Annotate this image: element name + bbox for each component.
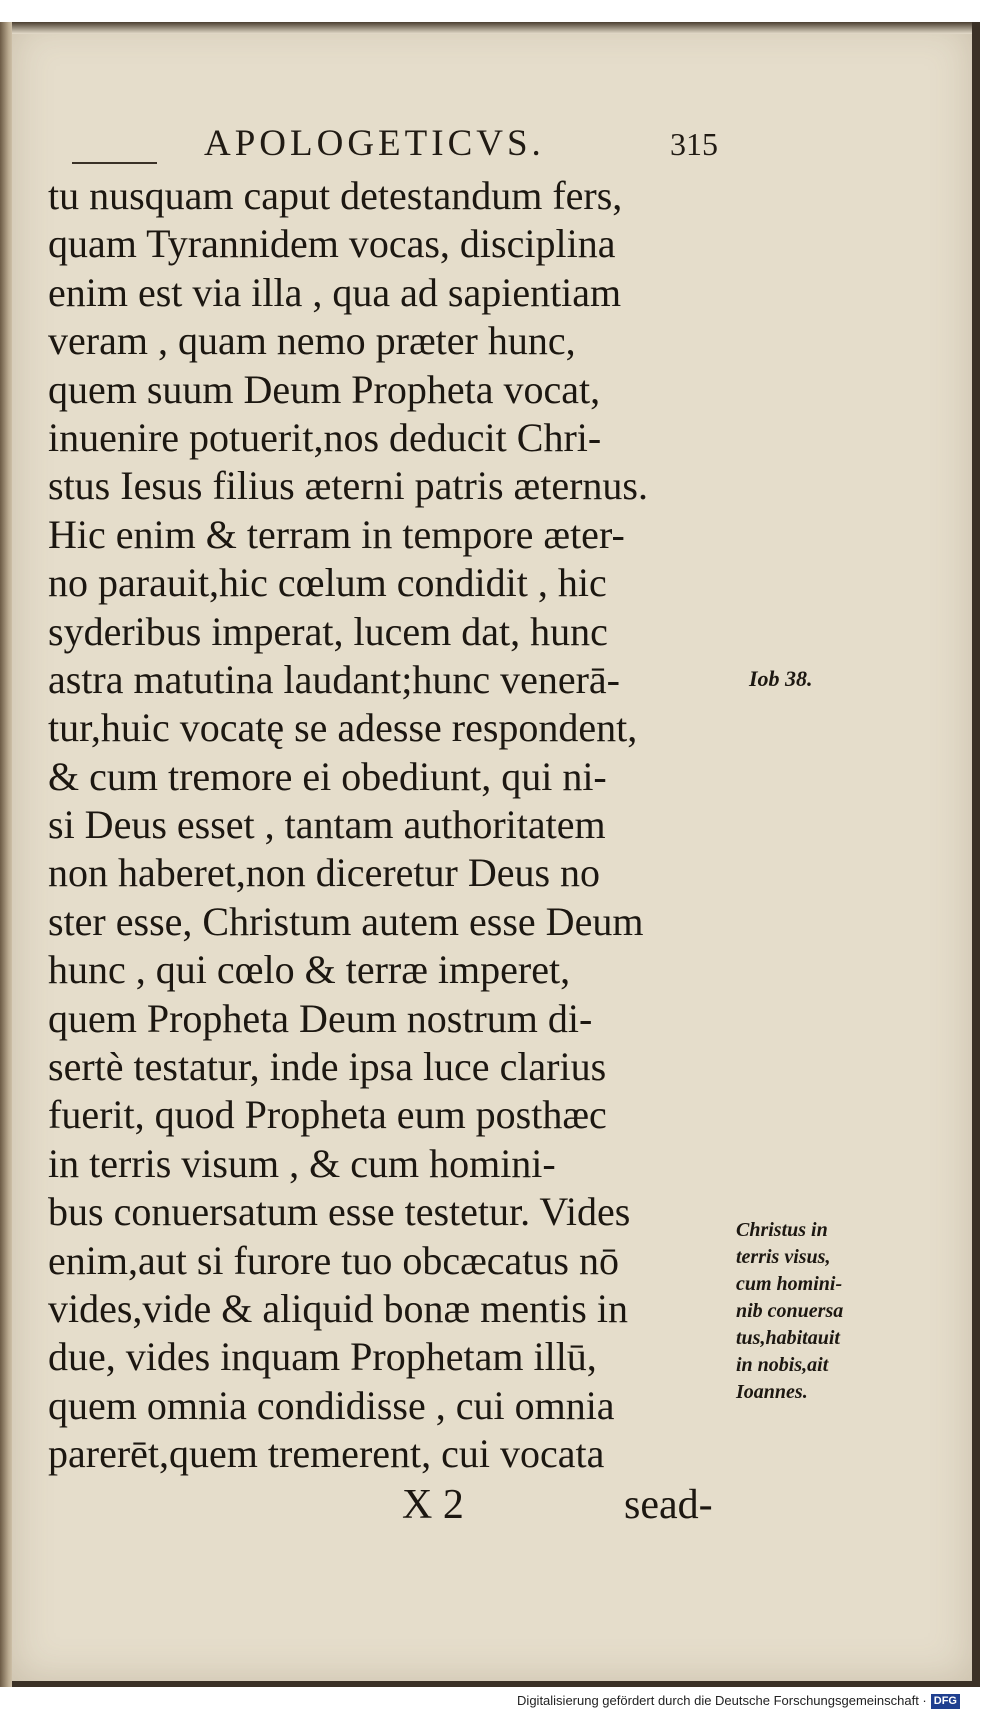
text-line: quem omnia condidisse , cui omnia bbox=[48, 1382, 615, 1428]
text-line: quem suum Deum Propheta vocat, bbox=[48, 366, 601, 412]
text-line: quam Tyrannidem vocas, disciplina bbox=[48, 221, 616, 267]
digitization-credit bbox=[517, 1693, 960, 1709]
text-line: si Deus esset , tantam authoritatem bbox=[48, 802, 606, 848]
text-line: sertè testatur, inde ipsa luce clarius bbox=[48, 1044, 607, 1090]
catchword: sead- bbox=[624, 1482, 713, 1528]
text-line: stus Iesus filius æterni patris æternus. bbox=[48, 463, 648, 509]
text-line: due, vides inquam Prophetam illū, bbox=[48, 1334, 597, 1380]
text-line: & cum tremore ei obediunt, qui ni- bbox=[48, 753, 607, 799]
marginal-note-line: tus,habitauit bbox=[736, 1327, 840, 1349]
book-page bbox=[12, 22, 980, 1687]
credit-text: Digitalisierung gefördert durch die Deutsche Forschungsgemeinschaft · bbox=[517, 1693, 927, 1708]
text-line: astra matutina laudant;hunc venerā- bbox=[48, 656, 620, 702]
page-header bbox=[12, 112, 972, 172]
text-line: veram , quam nemo præter hunc, bbox=[48, 318, 576, 364]
text-line: enim est via illa , qua ad sapientiam bbox=[48, 269, 622, 315]
header-rule bbox=[72, 162, 157, 164]
text-line: quem Propheta Deum nostrum di- bbox=[48, 995, 593, 1041]
marginal-note-christ bbox=[736, 1217, 896, 1406]
running-title: APOLOGETICVS. bbox=[204, 123, 545, 164]
body-text bbox=[48, 172, 748, 1479]
marginal-note-line: Christus in bbox=[736, 1219, 828, 1241]
page-edge bbox=[12, 22, 972, 34]
text-line: vides,vide & aliquid bonæ mentis in bbox=[48, 1285, 628, 1331]
page-footer bbox=[12, 1477, 972, 1537]
text-line: no parauit,hic cœlum condidit , hic bbox=[48, 560, 607, 606]
dfg-logo: DFG bbox=[931, 1694, 960, 1709]
marginal-note-line: in nobis,ait bbox=[736, 1354, 829, 1376]
marginal-note-line: cum homini- bbox=[736, 1273, 843, 1295]
text-line: non haberet,non diceretur Deus no bbox=[48, 850, 601, 896]
marginal-note-job: Iob 38. bbox=[749, 666, 813, 691]
text-line: tur,huic vocatę se adesse respondent, bbox=[48, 705, 638, 751]
text-line: inuenire potuerit,nos deducit Chri- bbox=[48, 414, 602, 460]
text-line: tu nusquam caput detestandum fers, bbox=[48, 173, 623, 218]
text-line: fuerit, quod Propheta eum posthæc bbox=[48, 1092, 607, 1138]
text-line: Hic enim & terram in tempore æter- bbox=[48, 511, 625, 557]
signature-mark: X 2 bbox=[402, 1482, 464, 1528]
text-line: bus conuersatum esse testetur. Vides bbox=[48, 1189, 631, 1235]
text-line: enim,aut si furore tuo obcæcatus nō bbox=[48, 1237, 619, 1283]
text-line: hunc , qui cœlo & terræ imperet, bbox=[48, 947, 571, 993]
marginal-note-line: nib conuersa bbox=[736, 1300, 844, 1322]
text-line: in terris visum , & cum homini- bbox=[48, 1140, 556, 1186]
marginal-note-line: terris visus, bbox=[736, 1246, 831, 1268]
page-number: 315 bbox=[670, 126, 718, 162]
marginal-note-line: Ioannes. bbox=[736, 1381, 808, 1403]
text-line: ster esse, Christum autem esse Deum bbox=[48, 898, 644, 944]
text-line: parerēt,quem tremerent, cui vocata bbox=[48, 1431, 605, 1477]
text-line: syderibus imperat, lucem dat, hunc bbox=[48, 608, 608, 654]
